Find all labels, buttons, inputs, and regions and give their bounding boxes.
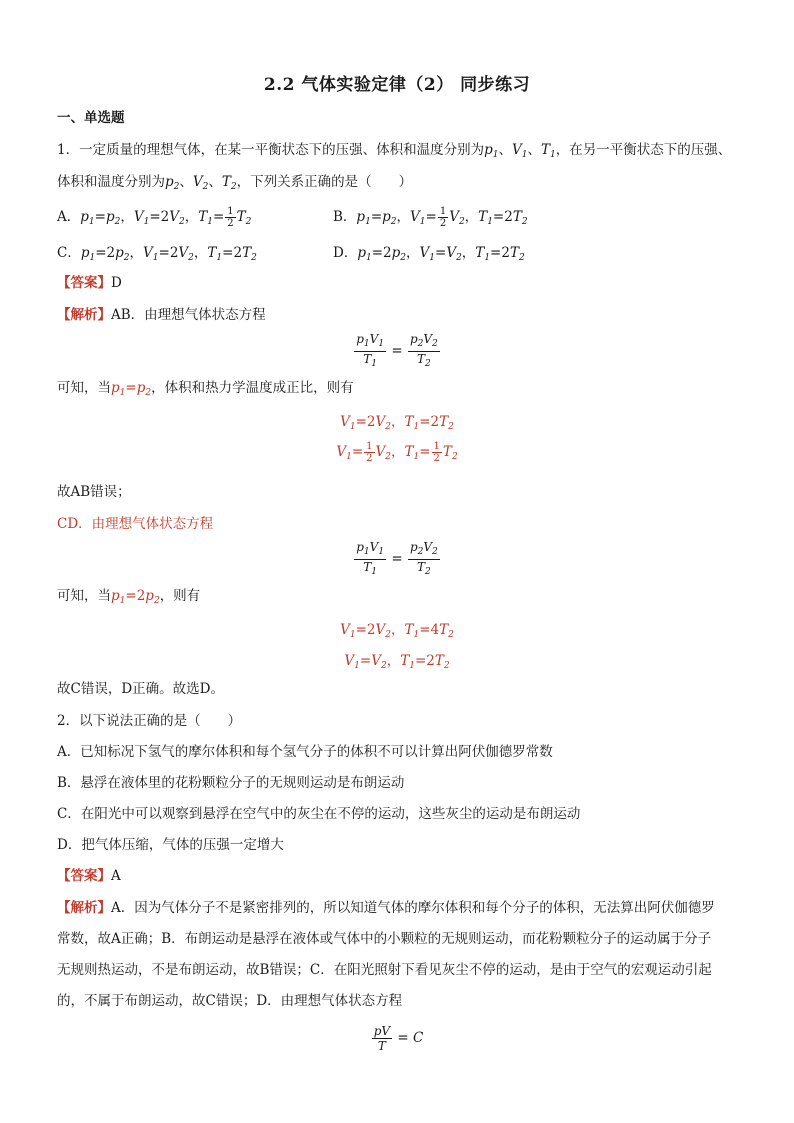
q1-analysis-line5: 可知，当$p_1=2p_2$，则有 [57,588,201,606]
q1-analysis-line3: 故AB错误； [57,484,131,500]
section-heading: 一、单选题 [57,110,125,126]
equation-state-1: $\frac{p_1V_1}{T_1}$ = $\frac{p_2V_2}{T_2}$ [356,332,438,369]
equation-ab-1: $V_1=2V_2$，$T_1=2T_2$ [340,414,454,432]
q2-analysis-line4: 的，不属于布朗运动，故C错误；D．由理想气体状态方程 [57,993,403,1009]
q2-option-b: B．悬浮在液体里的花粉颗粒分子的无规则运动是布朗运动 [57,775,405,791]
q1-answer: 【答案】D [57,275,122,291]
q1-analysis-conclusion: 故C错误，D正确。故选D。 [57,681,224,697]
q1-stem-line2: 体积和温度分别为$p_2$、$V_2$、$T_2$，下列关系正确的是（ ） [57,174,413,192]
q1-stem-line1: 1．一定质量的理想气体，在某一平衡状态下的压强、体积和温度分别为$p_1$、$V_1$、$T_1$，在另一平衡状态下的压强、 [57,142,732,160]
q1-analysis-line2: 可知，当$p_1=p_2$，体积和热力学温度成正比，则有 [57,380,354,398]
equation-ab-2: $V_1=$ $\frac{1}{2}$ $V_2$，$T_1=$ $\frac{1}{2}$ $T_2$ [336,441,458,464]
q2-option-a: A．已知标况下氢气的摩尔体积和每个氢气分子的体积不可以计算出阿伏伽德罗常数 [57,744,553,760]
q1-option-b: B．$p_1=p_2$，$V_1=$ $\frac{1}{2}$ $V_2$，$T_1=2T_2$ [333,206,528,229]
q2-analysis-line2: 常数，故A正确；B．布朗运动是悬浮在液体或气体中的小颗粒的无规则运动，而花粉颗粒分子的运动属于分子 [57,931,712,947]
q2-analysis-line3: 无规则热运动，不是布朗运动，故B错误；C．在阳光照射下看见灰尘不停的运动，是由于空气的宏观运动引起 [57,962,712,978]
q2-analysis-line1: 【解析】A．因为气体分子不是紧密排列的，所以知道气体的摩尔体积和每个分子的体积，无法算出阿伏伽德罗 [57,900,715,916]
q1-option-d: D．$p_1=2p_2$，$V_1=V_2$，$T_1=2T_2$ [333,245,525,263]
q1-option-c: C．$p_1=2p_2$，$V_1=2V_2$，$T_1=2T_2$ [57,245,257,263]
equation-cd-2: $V_1=V_2$，$T_1=2T_2$ [344,653,450,671]
q2-stem: 2．以下说法正确的是（ ） [57,713,242,729]
fraction: $\frac{1}{2}$ [439,206,447,229]
q1-option-a: A．$p_1=p_2$，$V_1=2V_2$，$T_1=$ $\frac{1}{2}$ $T_2$ [57,206,252,229]
q2-option-c: C．在阳光中可以观察到悬浮在空气中的灰尘在不停的运动，这些灰尘的运动是布朗运动 [57,806,581,822]
q1-analysis-intro: 【解析】AB．由理想气体状态方程 [57,307,266,323]
q1-analysis-line4: CD．由理想气体状态方程 [57,516,214,532]
fraction: $\frac{1}{2}$ [227,206,234,229]
page-title: 2.2 气体实验定律（2） 同步练习 [263,75,531,95]
equation-state-2: $\frac{p_1V_1}{T_1}$ = $\frac{p_2V_2}{T_2}$ [356,540,438,577]
equation-pv-t: $\frac{pV}{T}$ = C [373,1024,424,1053]
q2-answer: 【答案】A [57,868,121,884]
q2-option-d: D．把气体压缩，气体的压强一定增大 [57,837,284,853]
equation-cd-1: $V_1=2V_2$，$T_1=4T_2$ [340,622,454,640]
